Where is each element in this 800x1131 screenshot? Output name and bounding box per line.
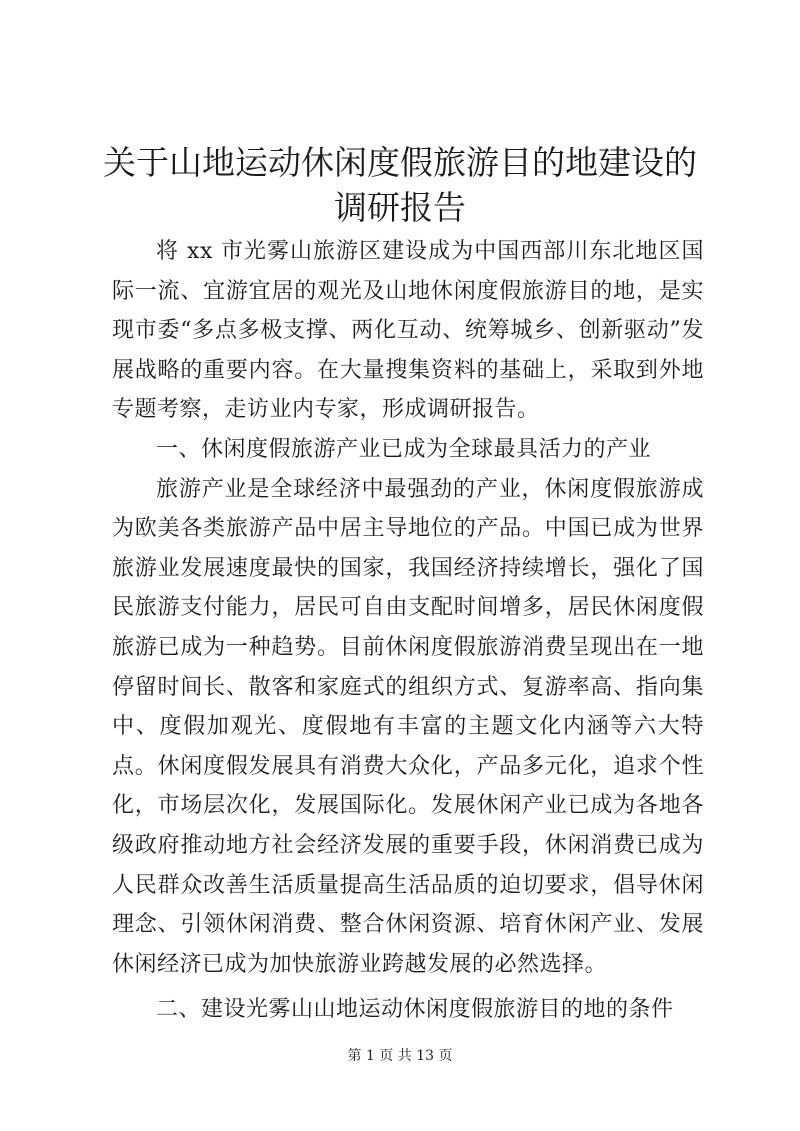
intro-paragraph: 将 xx 市光雾山旅游区建设成为中国西部川东北地区国际一流、宜游宜居的观光及山地休闲度假旅游目的地，是实现市委“多点多极支撑、两化互动、统筹城乡、创新驱动”发展战略的重要内容。在大量搜集资料的基础上，采取到外地专题考察，走访业内专家，形成调研报告。 xyxy=(112,239,704,423)
page-number-footer: 第 1 页 共 13 页 xyxy=(347,1048,453,1064)
section-1-paragraph: 旅游产业是全球经济中最强劲的产业，休闲度假旅游成为欧美各类旅游产品中居主导地位的产品。中国已成为世界旅游业发展速度最快的国家，我国经济持续增长，强化了国民旅游支付能力，居民可自由支配时间增多，居民休闲度假旅游已成为一种趋势。目前休闲度假旅游消费呈现出在一地停留时间长、散客和家庭式的组织方式、复游率高、指向集中、度假加观光、度假地有丰富的主题文化内涵等六大特点。休闲度假发展具有消费大众化，产品多元化，追求个性化，市场层次化，发展国际化。发展休闲产业已成为各地各级政府推动地方社会经济发展的重要手段，休闲消费已成为人民群众改善生活质量提高生活品质的迫切要求，倡导休闲理念、引领休闲消费、整合休闲资源、培育休闲产业、发展休闲经济已成为加快旅游业跨越发展的必然选择。 xyxy=(112,476,704,977)
document-body xyxy=(112,232,704,1030)
section-heading-2: 二、建设光雾山山地运动休闲度假旅游目的地的条件 xyxy=(156,997,674,1023)
document-title: 关于山地运动休闲度假旅游目的地建设的调研报告 xyxy=(103,143,697,227)
section-heading-1: 一、休闲度假旅游产业已成为全球最具活力的产业 xyxy=(156,436,652,462)
